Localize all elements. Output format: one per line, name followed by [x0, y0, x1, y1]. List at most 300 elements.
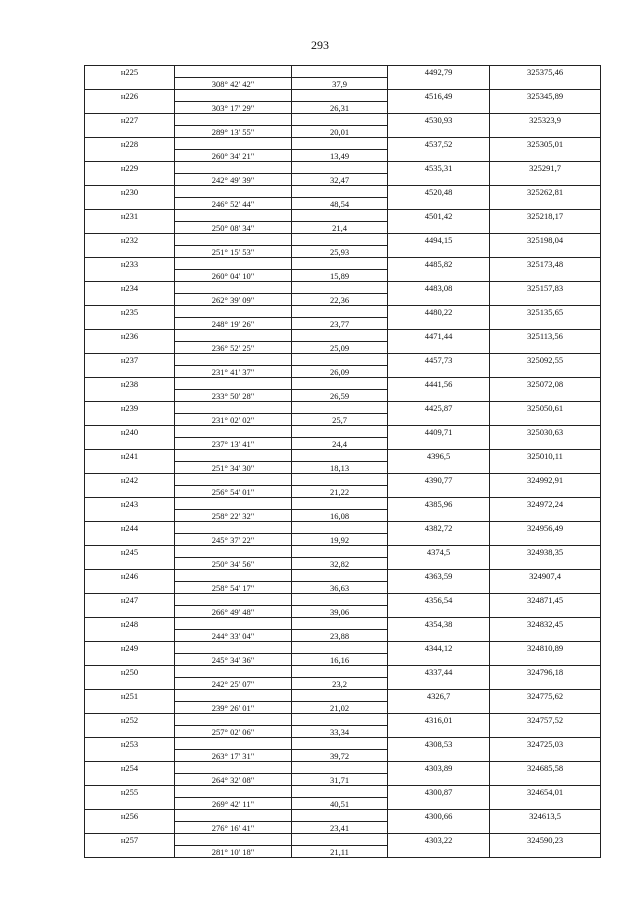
empty-cell — [490, 702, 601, 714]
point-row — [85, 450, 601, 462]
coord-y: 325218,17 — [490, 210, 601, 222]
empty-cell — [175, 714, 292, 726]
empty-cell — [292, 714, 388, 726]
empty-cell — [292, 690, 388, 702]
point-row — [85, 498, 601, 510]
segment-length: 39,72 — [292, 750, 388, 762]
direction-angle: 264° 32' 08" — [175, 774, 292, 786]
point-name: н247 — [85, 594, 175, 606]
coord-x: 4492,79 — [388, 66, 490, 78]
coord-y: 324685,58 — [490, 762, 601, 774]
empty-cell — [85, 654, 175, 666]
empty-cell — [388, 342, 490, 354]
direction-angle: 269° 42' 11" — [175, 798, 292, 810]
coord-x: 4344,12 — [388, 642, 490, 654]
point-name: н235 — [85, 306, 175, 318]
direction-angle: 263° 17' 31" — [175, 750, 292, 762]
empty-cell — [85, 750, 175, 762]
empty-cell — [490, 486, 601, 498]
segment-length: 20,01 — [292, 126, 388, 138]
point-row — [85, 282, 601, 294]
coord-x: 4483,08 — [388, 282, 490, 294]
empty-cell — [292, 474, 388, 486]
empty-cell — [490, 606, 601, 618]
coord-x: 4471,44 — [388, 330, 490, 342]
empty-cell — [175, 498, 292, 510]
segment-length: 31,71 — [292, 774, 388, 786]
point-row — [85, 210, 601, 222]
point-row — [85, 810, 601, 822]
direction-angle: 256° 54' 01" — [175, 486, 292, 498]
segment-row — [85, 414, 601, 426]
empty-cell — [388, 750, 490, 762]
empty-cell — [388, 198, 490, 210]
empty-cell — [388, 486, 490, 498]
empty-cell — [292, 666, 388, 678]
point-name: н241 — [85, 450, 175, 462]
empty-cell — [388, 510, 490, 522]
coord-y: 324871,45 — [490, 594, 601, 606]
segment-row — [85, 798, 601, 810]
empty-cell — [175, 306, 292, 318]
point-name: н243 — [85, 498, 175, 510]
empty-cell — [175, 282, 292, 294]
coord-x: 4300,87 — [388, 786, 490, 798]
empty-cell — [175, 474, 292, 486]
point-name: н234 — [85, 282, 175, 294]
empty-cell — [490, 78, 601, 90]
direction-angle: 250° 08' 34" — [175, 222, 292, 234]
empty-cell — [388, 126, 490, 138]
point-row — [85, 378, 601, 390]
coord-y: 324590,23 — [490, 834, 601, 846]
empty-cell — [388, 438, 490, 450]
empty-cell — [490, 102, 601, 114]
segment-length: 23,41 — [292, 822, 388, 834]
empty-cell — [175, 402, 292, 414]
empty-cell — [292, 378, 388, 390]
empty-cell — [85, 294, 175, 306]
empty-cell — [388, 270, 490, 282]
coord-x: 4337,44 — [388, 666, 490, 678]
empty-cell — [490, 342, 601, 354]
empty-cell — [292, 66, 388, 78]
segment-row — [85, 318, 601, 330]
empty-cell — [388, 78, 490, 90]
segment-row — [85, 702, 601, 714]
point-name: н231 — [85, 210, 175, 222]
coord-x: 4308,53 — [388, 738, 490, 750]
empty-cell — [85, 630, 175, 642]
empty-cell — [388, 414, 490, 426]
direction-angle: 242° 49' 39" — [175, 174, 292, 186]
empty-cell — [292, 786, 388, 798]
coord-x: 4516,49 — [388, 90, 490, 102]
coord-y: 324832,45 — [490, 618, 601, 630]
empty-cell — [85, 462, 175, 474]
empty-cell — [388, 798, 490, 810]
empty-cell — [292, 810, 388, 822]
segment-length: 24,4 — [292, 438, 388, 450]
coord-x: 4501,42 — [388, 210, 490, 222]
empty-cell — [292, 402, 388, 414]
empty-cell — [388, 606, 490, 618]
direction-angle: 262° 39' 09" — [175, 294, 292, 306]
empty-cell — [292, 762, 388, 774]
empty-cell — [175, 786, 292, 798]
empty-cell — [85, 534, 175, 546]
direction-angle: 260° 34' 21" — [175, 150, 292, 162]
empty-cell — [175, 450, 292, 462]
segment-row — [85, 102, 601, 114]
point-row — [85, 186, 601, 198]
empty-cell — [175, 330, 292, 342]
coord-y: 325291,7 — [490, 162, 601, 174]
segment-length: 16,16 — [292, 654, 388, 666]
point-name: н251 — [85, 690, 175, 702]
empty-cell — [388, 390, 490, 402]
empty-cell — [85, 150, 175, 162]
segment-row — [85, 78, 601, 90]
empty-cell — [175, 522, 292, 534]
point-row — [85, 402, 601, 414]
segment-length: 21,02 — [292, 702, 388, 714]
point-name: н250 — [85, 666, 175, 678]
segment-row — [85, 438, 601, 450]
empty-cell — [388, 150, 490, 162]
direction-angle: 250° 34' 56" — [175, 558, 292, 570]
coord-y: 324938,35 — [490, 546, 601, 558]
direction-angle: 251° 34' 30" — [175, 462, 292, 474]
empty-cell — [490, 750, 601, 762]
segment-row — [85, 582, 601, 594]
segment-row — [85, 198, 601, 210]
point-name: н246 — [85, 570, 175, 582]
empty-cell — [292, 426, 388, 438]
empty-cell — [388, 246, 490, 258]
empty-cell — [175, 690, 292, 702]
point-row — [85, 618, 601, 630]
empty-cell — [490, 126, 601, 138]
direction-angle: 266° 49' 48" — [175, 606, 292, 618]
empty-cell — [388, 822, 490, 834]
point-name: н254 — [85, 762, 175, 774]
empty-cell — [490, 318, 601, 330]
empty-cell — [490, 630, 601, 642]
empty-cell — [292, 570, 388, 582]
empty-cell — [175, 666, 292, 678]
coord-x: 4385,96 — [388, 498, 490, 510]
empty-cell — [292, 306, 388, 318]
empty-cell — [292, 546, 388, 558]
coord-y: 324613,5 — [490, 810, 601, 822]
segment-row — [85, 774, 601, 786]
coord-x: 4485,82 — [388, 258, 490, 270]
empty-cell — [292, 834, 388, 846]
coord-x: 4441,56 — [388, 378, 490, 390]
coord-x: 4530,93 — [388, 114, 490, 126]
empty-cell — [490, 222, 601, 234]
segment-row — [85, 270, 601, 282]
empty-cell — [490, 390, 601, 402]
segment-row — [85, 294, 601, 306]
coord-y: 325072,08 — [490, 378, 601, 390]
point-row — [85, 426, 601, 438]
empty-cell — [490, 150, 601, 162]
direction-angle: 258° 22' 32" — [175, 510, 292, 522]
segment-length: 23,77 — [292, 318, 388, 330]
segment-length: 15,89 — [292, 270, 388, 282]
empty-cell — [85, 558, 175, 570]
empty-cell — [388, 702, 490, 714]
direction-angle: 245° 34' 36" — [175, 654, 292, 666]
point-row — [85, 234, 601, 246]
empty-cell — [490, 462, 601, 474]
empty-cell — [85, 366, 175, 378]
point-row — [85, 330, 601, 342]
segment-length: 25,7 — [292, 414, 388, 426]
empty-cell — [175, 426, 292, 438]
empty-cell — [292, 450, 388, 462]
point-name: н232 — [85, 234, 175, 246]
segment-length: 16,08 — [292, 510, 388, 522]
coord-y: 324992,91 — [490, 474, 601, 486]
coord-x: 4494,15 — [388, 234, 490, 246]
coord-x: 4303,22 — [388, 834, 490, 846]
point-row — [85, 714, 601, 726]
coord-y: 324796,18 — [490, 666, 601, 678]
direction-angle: 281° 10' 18" — [175, 846, 292, 858]
coord-x: 4396,5 — [388, 450, 490, 462]
point-name: н238 — [85, 378, 175, 390]
direction-angle: 258° 54' 17" — [175, 582, 292, 594]
coord-y: 325262,81 — [490, 186, 601, 198]
coord-x: 4425,87 — [388, 402, 490, 414]
empty-cell — [175, 186, 292, 198]
empty-cell — [85, 78, 175, 90]
empty-cell — [85, 702, 175, 714]
coord-y: 325157,83 — [490, 282, 601, 294]
empty-cell — [85, 270, 175, 282]
segment-length: 13,49 — [292, 150, 388, 162]
point-row — [85, 786, 601, 798]
segment-length: 26,31 — [292, 102, 388, 114]
segment-length: 25,09 — [292, 342, 388, 354]
empty-cell — [292, 522, 388, 534]
coord-x: 4374,5 — [388, 546, 490, 558]
empty-cell — [175, 618, 292, 630]
empty-cell — [175, 162, 292, 174]
empty-cell — [388, 174, 490, 186]
point-row — [85, 762, 601, 774]
point-row — [85, 90, 601, 102]
direction-angle: 239° 26' 01" — [175, 702, 292, 714]
segment-row — [85, 126, 601, 138]
empty-cell — [292, 354, 388, 366]
empty-cell — [175, 570, 292, 582]
empty-cell — [292, 258, 388, 270]
empty-cell — [85, 822, 175, 834]
point-name: н237 — [85, 354, 175, 366]
empty-cell — [490, 246, 601, 258]
segment-length: 39,06 — [292, 606, 388, 618]
coord-y: 325030,63 — [490, 426, 601, 438]
segment-row — [85, 654, 601, 666]
coord-y: 325323,9 — [490, 114, 601, 126]
empty-cell — [388, 102, 490, 114]
coord-x: 4409,71 — [388, 426, 490, 438]
empty-cell — [175, 210, 292, 222]
empty-cell — [388, 726, 490, 738]
coord-x: 4363,59 — [388, 570, 490, 582]
point-name: н253 — [85, 738, 175, 750]
direction-angle: 237° 13' 41" — [175, 438, 292, 450]
coord-y: 324757,52 — [490, 714, 601, 726]
segment-row — [85, 726, 601, 738]
segment-row — [85, 750, 601, 762]
empty-cell — [388, 630, 490, 642]
empty-cell — [292, 618, 388, 630]
empty-cell — [388, 366, 490, 378]
direction-angle: 246° 52' 44" — [175, 198, 292, 210]
segment-row — [85, 510, 601, 522]
empty-cell — [292, 114, 388, 126]
segment-row — [85, 630, 601, 642]
empty-cell — [85, 798, 175, 810]
point-row — [85, 474, 601, 486]
segment-row — [85, 174, 601, 186]
empty-cell — [490, 558, 601, 570]
empty-cell — [490, 294, 601, 306]
empty-cell — [292, 594, 388, 606]
empty-cell — [175, 810, 292, 822]
empty-cell — [292, 642, 388, 654]
empty-cell — [292, 234, 388, 246]
empty-cell — [85, 438, 175, 450]
empty-cell — [85, 726, 175, 738]
segment-row — [85, 366, 601, 378]
coord-x: 4480,22 — [388, 306, 490, 318]
empty-cell — [175, 354, 292, 366]
empty-cell — [175, 138, 292, 150]
direction-angle: 260° 04' 10" — [175, 270, 292, 282]
coord-y: 324725,03 — [490, 738, 601, 750]
empty-cell — [388, 558, 490, 570]
empty-cell — [85, 390, 175, 402]
empty-cell — [85, 510, 175, 522]
direction-angle: 236° 52' 25" — [175, 342, 292, 354]
empty-cell — [490, 678, 601, 690]
point-row — [85, 546, 601, 558]
segment-length: 19,92 — [292, 534, 388, 546]
empty-cell — [292, 90, 388, 102]
segment-length: 18,13 — [292, 462, 388, 474]
empty-cell — [490, 774, 601, 786]
coord-y: 325173,48 — [490, 258, 601, 270]
direction-angle: 245° 37' 22" — [175, 534, 292, 546]
segment-row — [85, 462, 601, 474]
empty-cell — [388, 294, 490, 306]
empty-cell — [490, 270, 601, 282]
empty-cell — [85, 606, 175, 618]
segment-length: 40,51 — [292, 798, 388, 810]
point-name: н225 — [85, 66, 175, 78]
segment-row — [85, 486, 601, 498]
segment-length: 21,11 — [292, 846, 388, 858]
empty-cell — [292, 162, 388, 174]
point-name: н255 — [85, 786, 175, 798]
empty-cell — [490, 366, 601, 378]
point-row — [85, 162, 601, 174]
point-row — [85, 114, 601, 126]
coord-y: 324775,62 — [490, 690, 601, 702]
coord-x: 4356,54 — [388, 594, 490, 606]
empty-cell — [490, 822, 601, 834]
empty-cell — [85, 198, 175, 210]
empty-cell — [175, 90, 292, 102]
direction-angle: 248° 19' 26" — [175, 318, 292, 330]
point-name: н257 — [85, 834, 175, 846]
direction-angle: 231° 41' 37" — [175, 366, 292, 378]
point-row — [85, 666, 601, 678]
point-name: н239 — [85, 402, 175, 414]
point-name: н249 — [85, 642, 175, 654]
segment-length: 33,34 — [292, 726, 388, 738]
segment-row — [85, 558, 601, 570]
empty-cell — [175, 594, 292, 606]
point-name: н240 — [85, 426, 175, 438]
coord-y: 324654,01 — [490, 786, 601, 798]
segment-length: 25,93 — [292, 246, 388, 258]
coord-y: 325305,01 — [490, 138, 601, 150]
segment-row — [85, 534, 601, 546]
segment-length: 23,88 — [292, 630, 388, 642]
segment-length: 26,09 — [292, 366, 388, 378]
segment-length: 26,59 — [292, 390, 388, 402]
segment-length: 22,36 — [292, 294, 388, 306]
point-name: н226 — [85, 90, 175, 102]
point-row — [85, 66, 601, 78]
coord-x: 4354,38 — [388, 618, 490, 630]
empty-cell — [175, 762, 292, 774]
empty-cell — [490, 198, 601, 210]
segment-length: 37,9 — [292, 78, 388, 90]
empty-cell — [292, 186, 388, 198]
coord-y: 325375,46 — [490, 66, 601, 78]
point-name: н248 — [85, 618, 175, 630]
segment-row — [85, 606, 601, 618]
segment-row — [85, 222, 601, 234]
empty-cell — [490, 798, 601, 810]
point-name: н228 — [85, 138, 175, 150]
empty-cell — [85, 774, 175, 786]
empty-cell — [292, 498, 388, 510]
point-row — [85, 522, 601, 534]
empty-cell — [490, 438, 601, 450]
direction-angle: 233° 50' 28" — [175, 390, 292, 402]
direction-angle: 231° 02' 02" — [175, 414, 292, 426]
coord-y: 325050,61 — [490, 402, 601, 414]
point-row — [85, 138, 601, 150]
segment-row — [85, 150, 601, 162]
empty-cell — [292, 138, 388, 150]
point-name: н229 — [85, 162, 175, 174]
coord-x: 4537,52 — [388, 138, 490, 150]
coord-y: 324810,89 — [490, 642, 601, 654]
point-name: н242 — [85, 474, 175, 486]
point-row — [85, 594, 601, 606]
coord-y: 325135,65 — [490, 306, 601, 318]
